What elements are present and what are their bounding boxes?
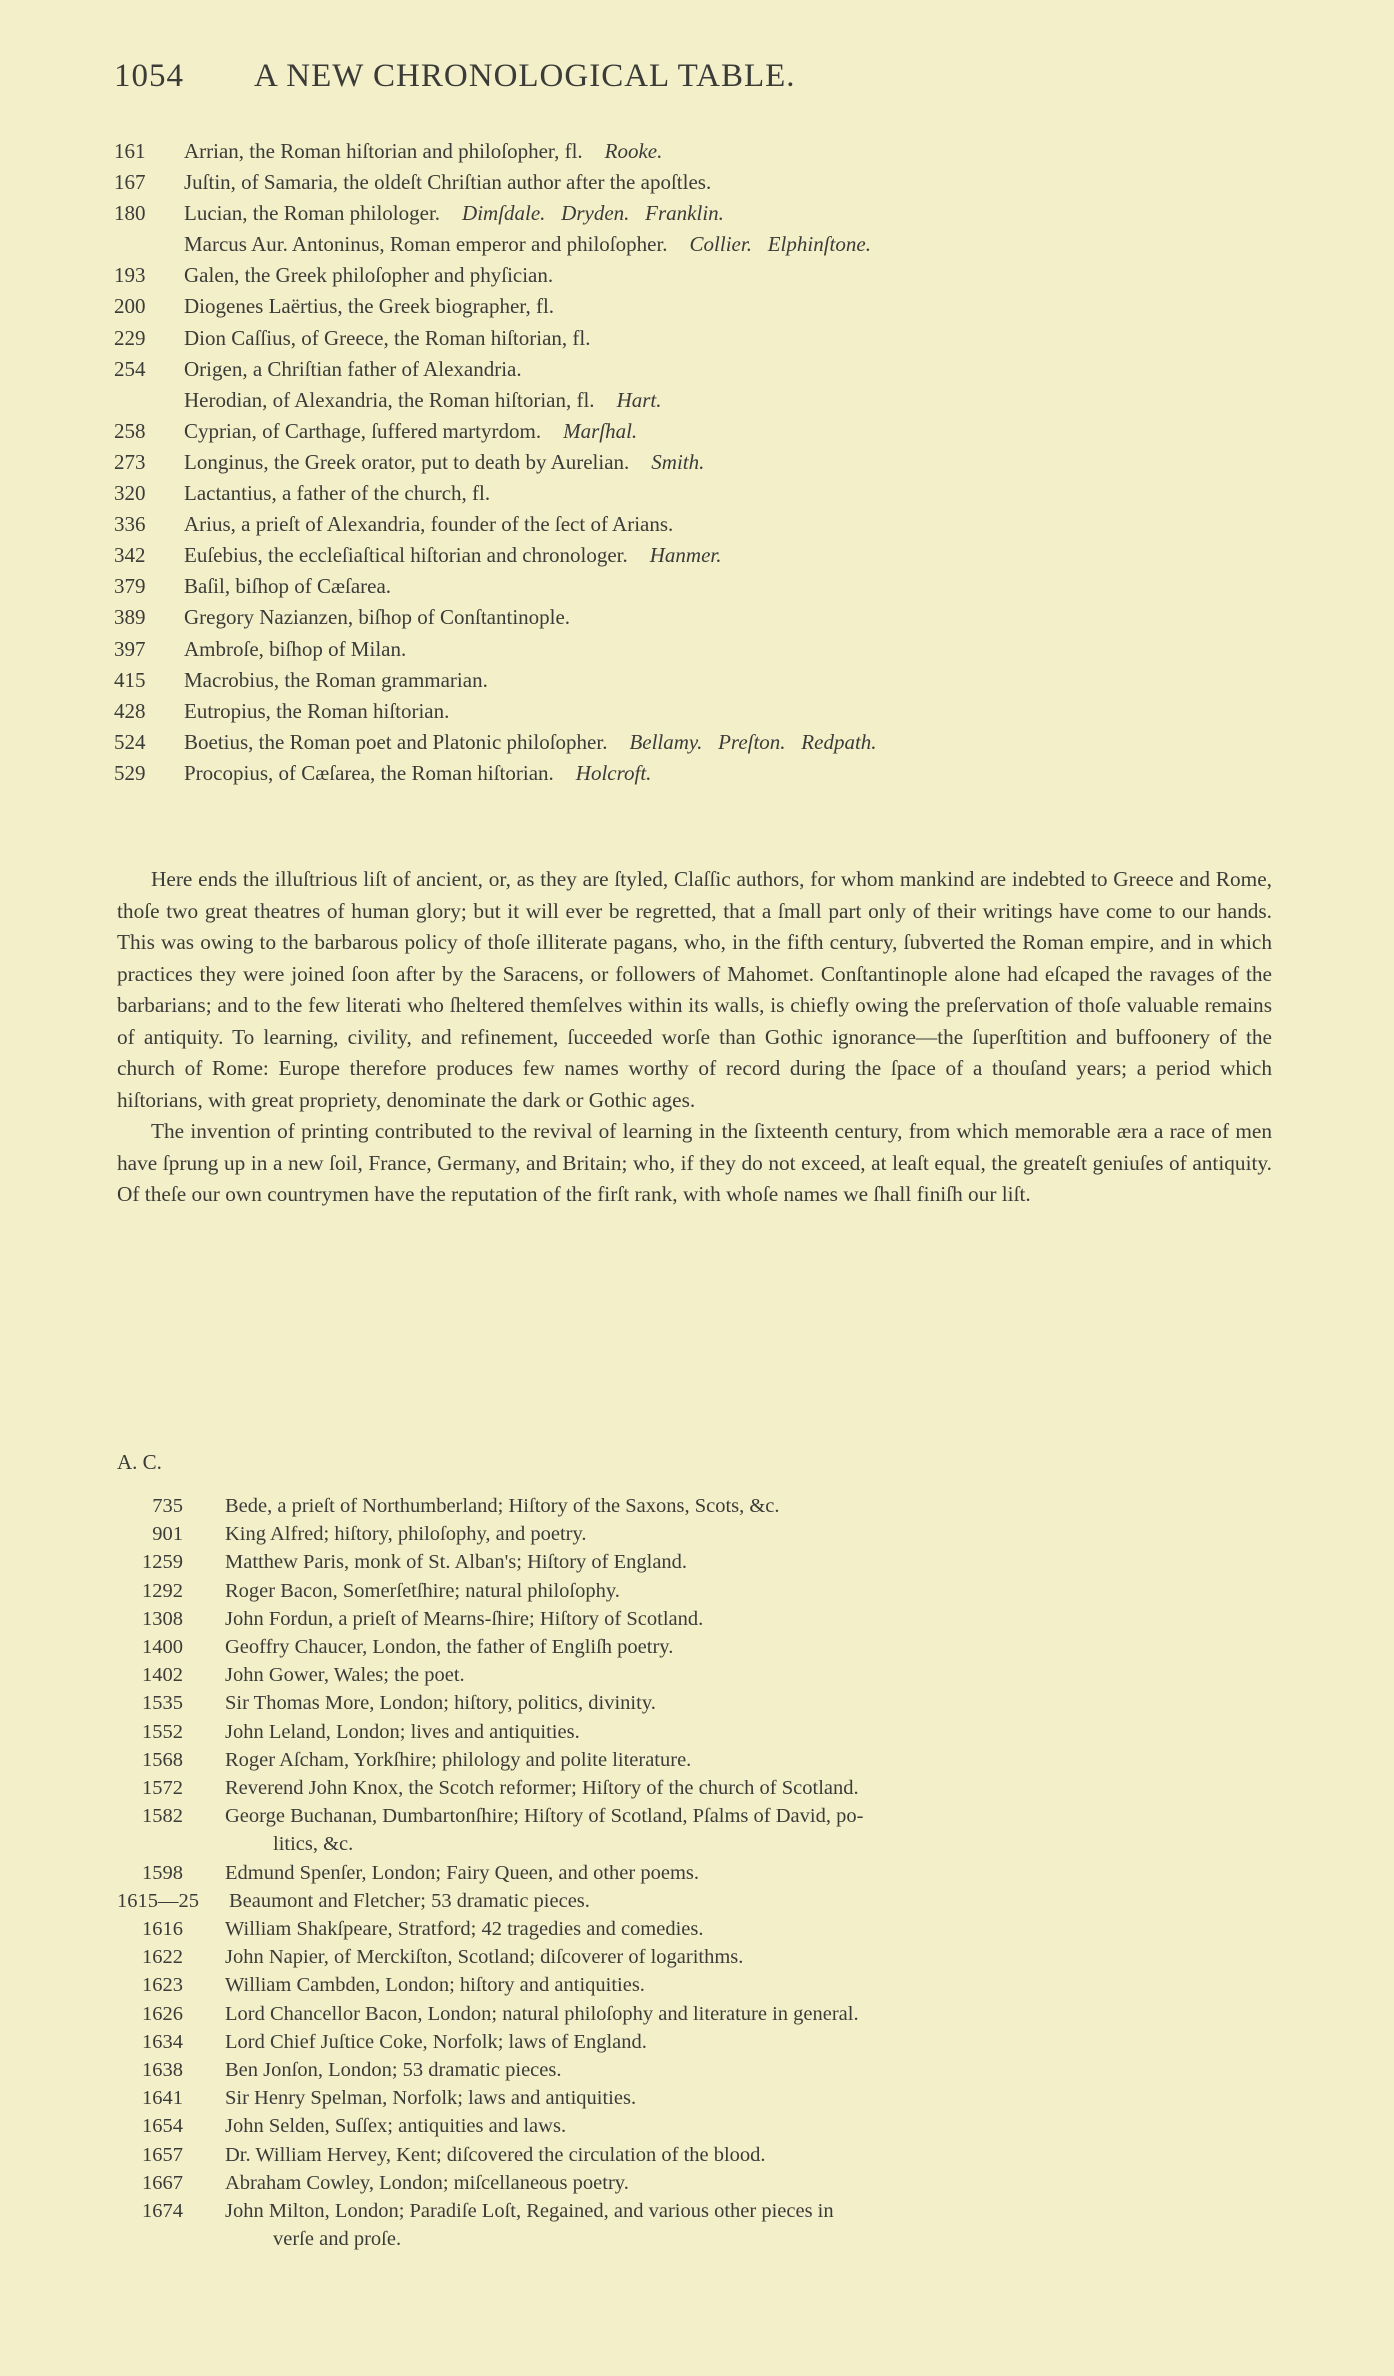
entry-description: Cyprian, of Carthage, ſuffered martyrdom. (184, 418, 542, 443)
entry-date: 342 (114, 543, 146, 568)
entry-description: Roger Aſcham, Yorkſhire; philology and polite literature. (225, 1748, 692, 1771)
list-item (117, 2112, 1287, 2140)
list-item (117, 1577, 1287, 1605)
entry-text (184, 540, 722, 571)
list-item (117, 1915, 1287, 1943)
entry-description: Dr. William Hervey, Kent; diſcovered the circulation of the blood. (225, 2143, 766, 2166)
list-item (117, 1718, 1287, 1746)
list-item (114, 385, 1334, 416)
entry-text (184, 571, 391, 602)
entry-description: John Napier, of Merckiſton, Scotland; diſcoverer of logarithms. (225, 1946, 744, 1969)
page-header (114, 58, 1294, 102)
entry-date: 415 (114, 667, 146, 692)
entry-date: 200 (114, 294, 146, 319)
entry-date: 1572 (142, 1777, 183, 1800)
entry-date: 1568 (142, 1748, 183, 1771)
entry-description: Bede, a prieſt of Northumberland; Hiſtory of the Saxons, Scots, &c. (225, 1495, 780, 1517)
entry-description: Lord Chief Juſtice Coke, Norfolk; laws of England. (225, 2030, 647, 2053)
entry-date: 524 (114, 729, 146, 754)
entry-text (184, 478, 490, 509)
entry-description: Herodian, of Alexandria, the Roman hiſtorian, fl. (184, 387, 595, 412)
list-item (114, 291, 1334, 322)
entry-date: 1615—25 (117, 1889, 199, 1912)
entry-date: 167 (114, 170, 146, 195)
entry-text (184, 323, 591, 354)
list-item (114, 696, 1334, 727)
entry-description: Beaumont and Fletcher; 53 dramatic pieces. (229, 1889, 590, 1912)
entry-date: 735 (152, 1495, 183, 1517)
ac-label: A. C. (117, 1450, 162, 1474)
entry-description: Matthew Paris, monk of St. Alban's; Hiſtory of England. (225, 1551, 688, 1574)
entry-text (184, 665, 488, 696)
entry-text (184, 260, 553, 291)
entry-date: 161 (114, 139, 146, 163)
entry-date: 1638 (142, 2059, 183, 2082)
list-item (117, 1746, 1287, 1774)
list-item (114, 665, 1334, 696)
entry-text (184, 416, 637, 447)
entry-date: 428 (114, 698, 146, 723)
entry-description: Boetius, the Roman poet and Platonic philoſopher. (184, 729, 608, 754)
entry-continuation: verſe and proſe. (273, 2228, 402, 2251)
entry-description: John Fordun, a prieſt of Mearns-ſhire; Hiſtory of Scotland. (225, 1607, 704, 1630)
entry-date: 254 (114, 356, 146, 381)
list-item (114, 167, 1334, 198)
page-title: A NEW CHRONOLOGICAL TABLE. (254, 58, 796, 94)
list-item (117, 1661, 1287, 1689)
ancient-authors-list (114, 136, 1334, 789)
entry-description: Arrian, the Roman hiſtorian and philoſopher, fl. (184, 139, 583, 163)
list-item (117, 1548, 1287, 1576)
list-item (114, 478, 1334, 509)
page-number: 1054 (114, 58, 184, 94)
entry-description: Diogenes Laërtius, the Greek biographer, fl. (184, 294, 555, 319)
entry-translators: Dimſdale. Dryden. Franklin. (462, 201, 724, 226)
entry-date: 273 (114, 449, 146, 474)
list-item (117, 1492, 1287, 1520)
entry-translators: Bellamy. Preſton. Redpath. (629, 729, 877, 754)
entry-description: Macrobius, the Roman grammarian. (184, 667, 488, 692)
list-item (114, 509, 1334, 540)
list-item (117, 1887, 1287, 1915)
entry-translators: Collier. Elphinſtone. (689, 232, 871, 257)
entry-date: 1535 (142, 1692, 183, 1715)
list-item (114, 198, 1334, 229)
entry-date: 1622 (142, 1946, 183, 1969)
list-item (117, 2084, 1287, 2112)
entry-continuation: litics, &c. (273, 1833, 354, 1856)
entry-description: Geoffry Chaucer, London, the father of Engliſh poetry. (225, 1636, 674, 1659)
list-item (117, 1774, 1287, 1802)
entry-date: 229 (114, 325, 146, 350)
list-item (117, 2028, 1287, 2056)
entry-text (184, 198, 724, 229)
list-item (114, 447, 1334, 478)
entry-text (184, 354, 522, 385)
entry-description: John Selden, Suſſex; antiquities and laws. (225, 2115, 567, 2138)
entry-description: Roger Bacon, Somerſetſhire; natural philoſophy. (225, 1579, 620, 1602)
entry-description: Arius, a prieſt of Alexandria, founder of the ſect of Arians. (184, 512, 674, 537)
entry-date: 320 (114, 481, 146, 506)
entry-description: Procopius, of Cæſarea, the Roman hiſtorian. (184, 760, 554, 785)
entry-date: 1641 (142, 2087, 183, 2110)
list-item (117, 2141, 1287, 2169)
entry-date: 258 (114, 418, 146, 443)
entry-text (184, 291, 554, 322)
entry-description: Lord Chancellor Bacon, London; natural philoſophy and literature in general. (225, 2002, 859, 2025)
entry-date: 1308 (142, 1607, 183, 1630)
list-item (117, 2169, 1287, 2197)
list-item (114, 354, 1334, 385)
entry-translators: Smith. (651, 449, 705, 474)
entry-text (184, 385, 662, 416)
list-item (114, 602, 1334, 633)
entry-description: Eutropius, the Roman hiſtorian. (184, 698, 450, 723)
entry-date: 336 (114, 512, 146, 537)
entry-description: John Milton, London; Paradiſe Loſt, Regained, and various other pieces in (225, 2200, 834, 2223)
entry-description: King Alfred; hiſtory, philoſophy, and poetry. (225, 1523, 587, 1546)
entry-description: Lactantius, a father of the church, fl. (184, 481, 491, 506)
list-item (114, 540, 1334, 571)
list-item (117, 2197, 1287, 2253)
list-item (117, 1802, 1287, 1858)
entry-description: Origen, a Chriſtian father of Alexandria. (184, 356, 522, 381)
entry-date: 1623 (142, 1974, 183, 1997)
entry-description: Baſil, biſhop of Cæſarea. (184, 574, 392, 599)
list-item (114, 260, 1334, 291)
paragraph: Here ends the illuſtrious liſt of ancient, or, as they are ſtyled, Claſſic authors, for whom mankind are indebted to Greece and Rome, thoſe two great theatres of human glory; but it will ever be regretted, that a ſmall part only of their writings have come to our hands. This was owing to the barbarous policy of thoſe illiterate pagans, who, in the fifth century, ſubverted the Roman empire, and in which practices they were joined ſoon after by the Saracens, or followers of Mahomet. Conſtantinople alone had eſcaped the ravages of the barbarians; and to the few literati who ſheltered themſelves within its walls, is chiefly owing the preſervation of thoſe valuable remains of antiquity. To learning, civility, and refinement, ſucceeded worſe than Gothic ignorance—the ſuperſtition and buffoonery of the church of Rome: Europe therefore produces few names worthy of record during the ſpace of a thouſand years; a period which hiſtorians, with great propriety, denominate the dark or Gothic ages. (117, 867, 1272, 1112)
entry-date: 1552 (142, 1720, 183, 1743)
list-item (114, 571, 1334, 602)
body-text (117, 864, 1272, 1211)
entry-text (184, 509, 673, 540)
entry-date: 379 (114, 574, 146, 599)
entry-date: 1292 (142, 1579, 183, 1602)
entry-description: Longinus, the Greek orator, put to death by Aurelian. (184, 449, 630, 474)
entry-date: 1402 (142, 1664, 183, 1687)
list-item (117, 1605, 1287, 1633)
entry-description: William Shakſpeare, Stratford; 42 tragedies and comedies. (225, 1918, 704, 1941)
list-item (114, 634, 1334, 665)
entry-description: Dion Caſſius, of Greece, the Roman hiſtorian, fl. (184, 325, 591, 350)
entry-translators: Rooke. (604, 139, 663, 163)
entry-date: 1582 (142, 1805, 183, 1828)
entry-description: Juſtin, of Samaria, the oldeſt Chriſtian author after the apoſtles. (184, 170, 712, 195)
entry-text (184, 229, 871, 260)
entry-description: Marcus Aur. Antoninus, Roman emperor and philoſopher. (184, 232, 668, 257)
list-item (114, 323, 1334, 354)
list-item (114, 229, 1334, 260)
paragraph: The invention of printing contributed to the revival of learning in the ſixteenth century, from which memorable æra a race of men have ſprung up in a new ſoil, France, Germany, and Britain; who, if they do not exceed, at leaſt equal, the greateſt geniuſes of antiquity. Of theſe our own countrymen have the reputation of the firſt rank, with whoſe names we ſhall finiſh our liſt. (117, 1119, 1272, 1206)
list-item (114, 416, 1334, 447)
entry-description: Lucian, the Roman philologer. (184, 201, 441, 226)
list-item (117, 1859, 1287, 1887)
entry-date: 529 (114, 760, 146, 785)
list-item (117, 1633, 1287, 1661)
modern-authors-list (117, 1492, 1287, 2253)
list-item (114, 727, 1334, 758)
entry-translators: Hanmer. (649, 543, 722, 568)
entry-description: Sir Henry Spelman, Norfolk; laws and antiquities. (225, 2087, 637, 2110)
entry-date: 1616 (142, 1918, 183, 1941)
entry-date: 1654 (142, 2115, 183, 2138)
entry-description: Ambroſe, biſhop of Milan. (184, 636, 407, 661)
entry-date: 397 (114, 636, 146, 661)
entry-translators: Holcroft. (575, 760, 652, 785)
entry-description: Gregory Nazianzen, biſhop of Conſtantinople. (184, 605, 571, 630)
entry-text (184, 727, 877, 758)
list-item (117, 1689, 1287, 1717)
entry-text (184, 447, 704, 478)
entry-date: 1657 (142, 2143, 183, 2166)
entry-text (184, 167, 711, 198)
list-item (117, 2056, 1287, 2084)
entry-date: 1634 (142, 2030, 183, 2053)
entry-description: Galen, the Greek philoſopher and phyſician. (184, 263, 554, 288)
list-item (117, 1971, 1287, 1999)
entry-description: Edmund Spenſer, London; Fairy Queen, and other poems. (225, 1861, 700, 1884)
entry-description: Sir Thomas More, London; hiſtory, politics, divinity. (225, 1692, 656, 1715)
entry-translators: Marſhal. (563, 418, 638, 443)
entry-text (184, 136, 662, 167)
entry-text (184, 602, 570, 633)
entry-translators: Hart. (616, 387, 662, 412)
entry-date: 180 (114, 201, 146, 226)
entry-date: 1259 (142, 1551, 183, 1574)
entry-date: 1400 (142, 1636, 183, 1659)
entry-date: 1626 (142, 2002, 183, 2025)
list-item (117, 2000, 1287, 2028)
entry-date: 901 (152, 1523, 183, 1546)
entry-date: 193 (114, 263, 146, 288)
list-item (114, 136, 1334, 167)
entry-description: Abraham Cowley, London; miſcellaneous poetry. (225, 2171, 629, 2194)
entry-description: Euſebius, the eccleſiaſtical hiſtorian and chronologer. (184, 543, 628, 568)
list-item (117, 1520, 1287, 1548)
entry-description: Reverend John Knox, the Scotch reformer; Hiſtory of the church of Scotland. (225, 1777, 859, 1800)
entry-date: 1598 (142, 1861, 183, 1884)
list-item (114, 758, 1334, 789)
entry-description: George Buchanan, Dumbartonſhire; Hiſtory of Scotland, Pſalms of David, po- (225, 1805, 864, 1828)
entry-description: John Leland, London; lives and antiquities. (225, 1720, 580, 1743)
entry-description: John Gower, Wales; the poet. (225, 1664, 465, 1687)
entry-date: 1667 (142, 2171, 183, 2194)
entry-date: 389 (114, 605, 146, 630)
entry-text (184, 758, 651, 789)
entry-text (184, 696, 449, 727)
entry-description: Ben Jonſon, London; 53 dramatic pieces. (225, 2059, 562, 2082)
list-item (117, 1943, 1287, 1971)
entry-text (184, 634, 406, 665)
entry-description: William Cambden, London; hiſtory and antiquities. (225, 1974, 645, 1997)
entry-date: 1674 (142, 2200, 183, 2223)
